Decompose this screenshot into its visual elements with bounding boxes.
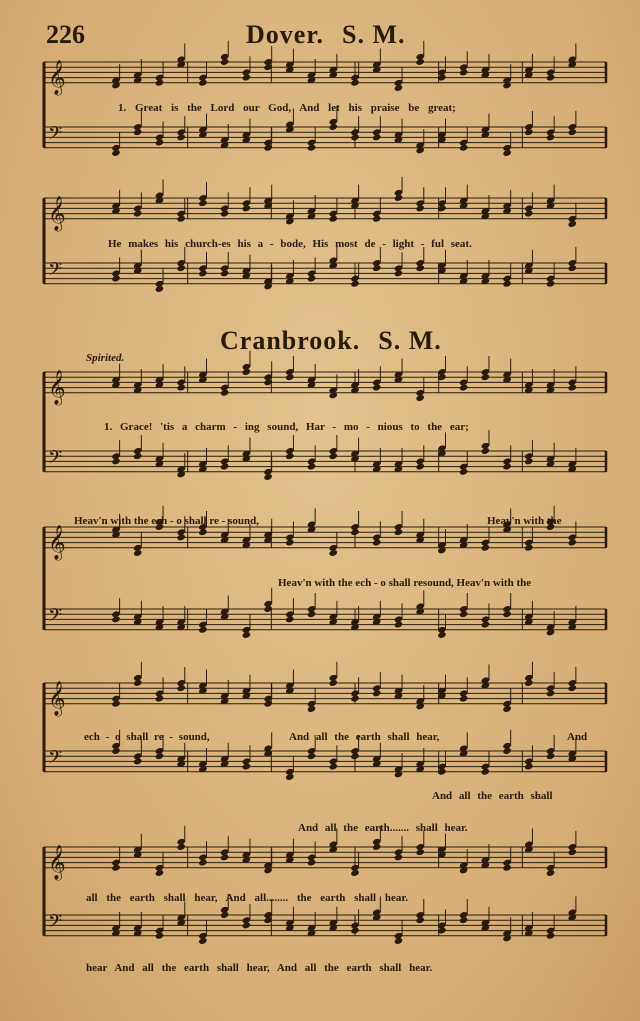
- note-head: [568, 264, 577, 272]
- note-head: [111, 615, 120, 623]
- note-head: [263, 473, 272, 481]
- note-head: [307, 463, 316, 471]
- note-head: [111, 149, 120, 157]
- note-head: [133, 128, 142, 136]
- lyric-line: He makes his church-es his a - bode, His most de - light - ful seat.: [108, 238, 472, 250]
- note-head: [372, 264, 381, 272]
- note-head: [372, 133, 381, 141]
- note-head: [176, 133, 185, 141]
- note-head: [242, 204, 251, 212]
- note-head: [220, 853, 229, 861]
- hymn-title-text: Dover.: [246, 20, 324, 49]
- hymn-meter: S. M.: [378, 326, 442, 355]
- note-head: [198, 937, 207, 945]
- treble-clef: 𝄞: [48, 195, 66, 231]
- treble-clef: 𝄞: [48, 369, 66, 405]
- bass-clef: 𝄢: [48, 123, 63, 149]
- treble-clef: 𝄞: [48, 59, 66, 95]
- lyric-line: And: [567, 731, 588, 743]
- lyric-line: And all the earth....... shall hear.: [298, 822, 468, 834]
- note-head: [502, 280, 511, 288]
- note-head: [394, 84, 403, 92]
- note-head: [329, 215, 338, 223]
- lyric-line: Heav'n with the ech - o shall resound, Heav'n with the: [278, 577, 532, 589]
- bass-clef: 𝄢: [48, 747, 63, 773]
- note-head: [568, 848, 577, 856]
- lyric-line: hear And all the earth shall hear, And all the earth shall hear.: [86, 962, 433, 974]
- bass-clef: 𝄢: [48, 259, 63, 285]
- note-head: [372, 539, 381, 547]
- note-head: [524, 128, 533, 136]
- lyric-line: And all the earth shall: [432, 790, 553, 802]
- treble-clef: 𝄞: [48, 680, 66, 716]
- note-head: [242, 74, 251, 82]
- note-head: [459, 384, 468, 392]
- note-head: [546, 869, 555, 877]
- note-head: [285, 452, 294, 460]
- note-head: [176, 264, 185, 272]
- note-head: [350, 528, 359, 536]
- note-head: [307, 752, 316, 760]
- lyric-line: And all the earth shall hear,: [289, 731, 440, 743]
- bass-clef: 𝄢: [48, 605, 63, 631]
- bass-clef: 𝄢: [48, 447, 63, 473]
- note-head: [155, 285, 164, 293]
- note-head: [502, 864, 511, 872]
- note-head: [502, 705, 511, 713]
- note-head: [437, 631, 446, 639]
- note-head: [502, 463, 511, 471]
- hymn-meter: S. M.: [341, 20, 406, 49]
- note-head: [459, 68, 468, 76]
- note-head: [350, 695, 359, 703]
- note-head: [568, 539, 577, 547]
- note-head: [481, 621, 490, 629]
- note-head: [524, 763, 533, 771]
- lyric-line: 1. Grace! 'tis a charm - ing sound, Har - mo - nious to the ear;: [104, 421, 469, 433]
- note-head: [372, 689, 381, 697]
- note-head: [394, 937, 403, 945]
- note-head: [329, 763, 338, 771]
- note-head: [155, 869, 164, 877]
- note-head: [111, 864, 120, 872]
- note-head: [155, 695, 164, 703]
- treble-clef: 𝄞: [48, 524, 66, 560]
- note-head: [155, 139, 164, 147]
- lyric-line: ech - o shall re - sound,: [84, 731, 210, 743]
- note-head: [198, 859, 207, 867]
- note-head: [502, 149, 511, 157]
- note-head: [568, 220, 577, 228]
- lyric-line: Heav'n with the ech - o shall re - sound,: [74, 515, 259, 527]
- note-head: [415, 916, 424, 924]
- note-head: [350, 79, 359, 87]
- page-number: 226: [46, 20, 85, 49]
- note-head: [415, 394, 424, 402]
- note-head: [133, 549, 142, 557]
- note-head: [155, 79, 164, 87]
- note-head: [198, 199, 207, 207]
- note-head: [220, 210, 229, 218]
- note-head: [524, 457, 533, 465]
- note-head: [546, 932, 555, 940]
- note-head: [285, 773, 294, 781]
- note-head: [459, 610, 468, 618]
- note-head: [198, 626, 207, 634]
- hymn-title-text: Cranbrook.: [220, 326, 361, 355]
- lyric-line: 1. Great is the Lord our God, And let his praise be great;: [118, 102, 456, 114]
- treble-clef: 𝄞: [48, 844, 66, 880]
- tempo-marking: Spirited.: [86, 352, 125, 364]
- note-head: [350, 869, 359, 877]
- lyric-line: Heav'n with the: [487, 515, 562, 527]
- note-head: [155, 932, 164, 940]
- note-head: [481, 544, 490, 552]
- note-head: [242, 631, 251, 639]
- note-head: [220, 269, 229, 277]
- note-head: [459, 144, 468, 152]
- note-head: [307, 705, 316, 713]
- bass-clef: 𝄢: [48, 911, 63, 937]
- lyric-line: all the earth shall hear, And all........ the earth shall hear.: [86, 892, 408, 904]
- note-head: [329, 549, 338, 557]
